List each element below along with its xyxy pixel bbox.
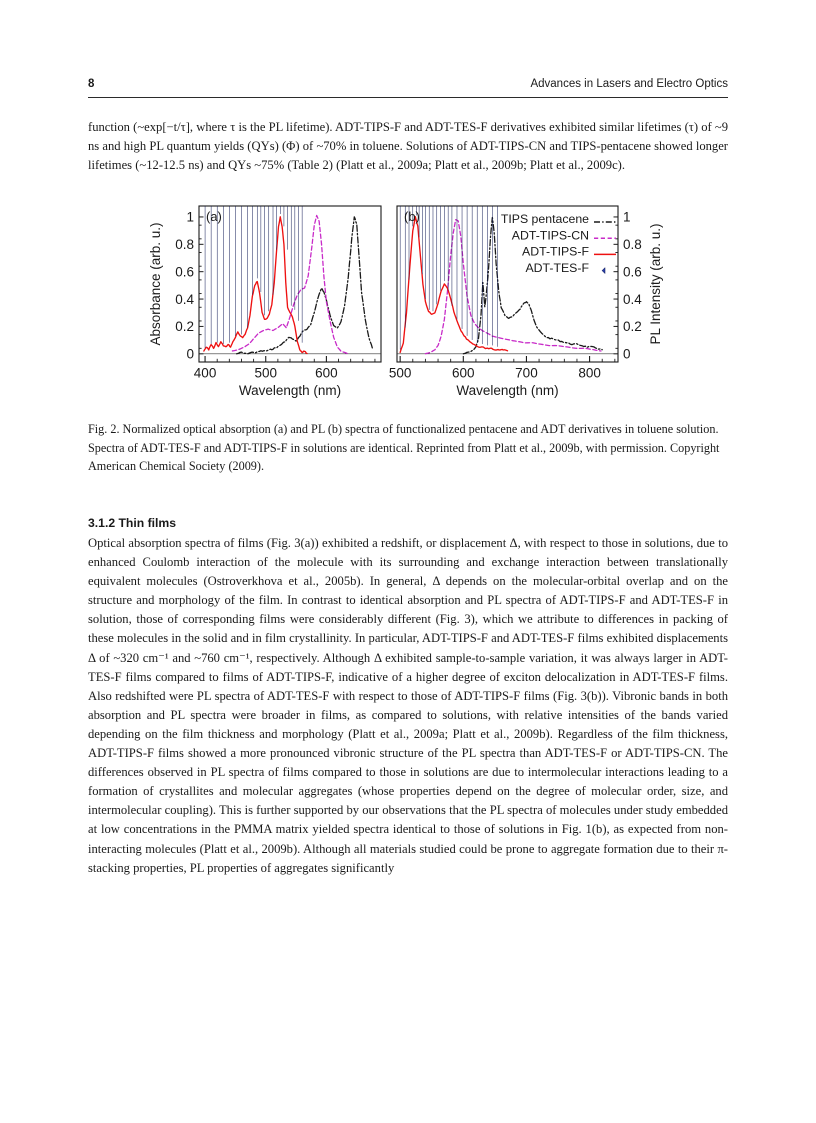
y-tick-label: 1	[623, 209, 631, 225]
x-tick-label: 800	[578, 365, 601, 381]
plot-frame	[199, 206, 381, 362]
x-tick-label: 500	[388, 365, 412, 381]
x-axis-title: Wavelength (nm)	[456, 383, 559, 398]
legend-label-0: TIPS pentacene	[500, 212, 589, 227]
figure-2-caption-block	[88, 420, 728, 476]
paragraph-thin-films-block	[88, 534, 728, 878]
y-tick-label: 0.4	[175, 291, 194, 307]
panel-a-absorption	[148, 199, 381, 398]
paragraph-intro: function (~exp[−t/τ], where τ is the PL lifetime). ADT-TIPS-F and ADT-TES-F derivatives exhibited similar lifetimes (τ) of ~9 ns and high PL quantum yields (QYs) (Φ) of ~70% in toluene. Solutions of ADT-TIPS-CN and TIPS-pentacene showed longer lifetimes (~12-12.5 ns) and QYs ~75% (Table 2) (Platt et al., 2009a; Platt et al., 2009b; Platt et al., 2009c).	[88, 120, 728, 173]
figure-2-caption: Fig. 2. Normalized optical absorption (a) and PL (b) spectra of functionalized pentacene and ADT derivatives in toluene solution. Spectra of ADT-TES-F and ADT-TIPS-F in solutions are identical. Reprinted from Platt et al., 2009b, with permission. Copyright American Chemical Society (2009).	[88, 422, 720, 474]
y-tick-label: 0.8	[175, 237, 194, 253]
y-tick-label: 0	[623, 346, 631, 362]
figure-2	[88, 198, 728, 403]
y-tick-label: 0.2	[175, 319, 194, 335]
series-adt-tips-f	[204, 217, 307, 354]
section-heading-block	[88, 516, 728, 530]
page-number: 8	[88, 78, 95, 90]
legend-marker-3	[602, 268, 605, 274]
paragraph-thin-films: Optical absorption spectra of films (Fig. 3(a)) exhibited a redshift, or displacement Δ, with respect to those in solutions, due to enhanced Coulomb interaction of the molecule with its surrounding and exchange interaction between translationally equivalent molecules (Ostroverkhova et al., 2005b). In general, Δ depends on the molecular-orbital overlap and on the structure and morphology of the film. In contrast to identical absorption and PL spectra of ADT-TIPS-F and ADT-TES-F in solution, those of corresponding films were considerably different (Fig. 3), which we attribute to differences in packing of these molecules in the solid and in film crystallinity. In particular, ADT-TIPS-F and ADT-TES-F films exhibited displacements Δ of ~320 cm⁻¹ and ~760 cm⁻¹, respectively. Although Δ exhibited sample-to-sample variation, it was always larger in ADT-TES-F films compared to films of ADT-TIPS-F, indicative of a higher degree of exciton delocalization in ADT-TES-F films. Also redshifted were PL spectra of ADT-TES-F with respect to those of ADT-TIPS-F films (Fig. 3(b)). Vibronic bands in both absorption and PL spectra were broader in films, as compared to solutions, with relative intensities of the bands varied depending on the film thickness and morphology (Platt et al., 2009a; Platt et al., 2009b). Regardless of the film thickness, ADT-TIPS-F films showed a more pronounced vibronic structure of the PL spectra than ADT-TES-F or ADT-TIPS-CN. The differences observed in PL spectra of films compared to those in solutions are due to intermolecular interactions leading to a formation of crystallites and molecular aggregates (whose properties depend on the degree of molecular order, size, and intermolecular coupling). This is further supported by our observations that the PL spectra of molecules under study embedded at low concentrations in the PMMA matrix yielded spectra identical to those of solutions in Fig. 1(b), as expected from non-interacting molecules (Platt et al., 2009b). Although all materials studied could be prone to aggregate formation due to their π-stacking properties, PL properties of aggregates significantly	[88, 536, 728, 875]
panel-label: (a)	[206, 209, 222, 224]
series-adt-tips-cn	[232, 215, 348, 353]
legend-label-3: ADT-TES-F	[525, 260, 589, 275]
section-heading-thin-films: 3.1.2 Thin films	[88, 516, 177, 530]
y-tick-label: 1	[186, 209, 194, 225]
y-tick-label: 0.4	[623, 291, 642, 307]
series-group	[204, 199, 373, 354]
figure-legend	[501, 212, 616, 275]
running-header	[88, 78, 728, 100]
y-tick-label: 0.8	[623, 237, 642, 253]
x-tick-label: 600	[315, 365, 338, 381]
y-tick-label: 0.6	[623, 264, 642, 280]
y-tick-label: 0	[186, 346, 194, 362]
y-tick-label: 0.6	[175, 264, 194, 280]
legend-label-1: ADT-TIPS-CN	[511, 228, 589, 243]
x-tick-label: 400	[193, 365, 217, 381]
series-adt-tips-f	[400, 217, 507, 353]
y-tick-label: 0.2	[623, 319, 642, 335]
book-title: Advances in Lasers and Electro Optics	[530, 78, 728, 90]
figure-2-canvas	[88, 198, 728, 403]
x-axis-title: Wavelength (nm)	[238, 383, 342, 398]
paragraph-intro-block	[88, 118, 728, 175]
y-axis-title: Absorbance (arb. u.)	[148, 222, 163, 346]
x-tick-label: 700	[515, 365, 538, 381]
legend-label-2: ADT-TIPS-F	[522, 244, 589, 259]
y-axis-title: PL Intensity (arb. u.)	[648, 223, 663, 345]
x-tick-label: 500	[254, 365, 277, 381]
figure-2-svg	[88, 198, 728, 403]
x-tick-label: 600	[452, 365, 475, 381]
panel-label: (b)	[404, 209, 420, 224]
header-divider	[88, 97, 728, 98]
